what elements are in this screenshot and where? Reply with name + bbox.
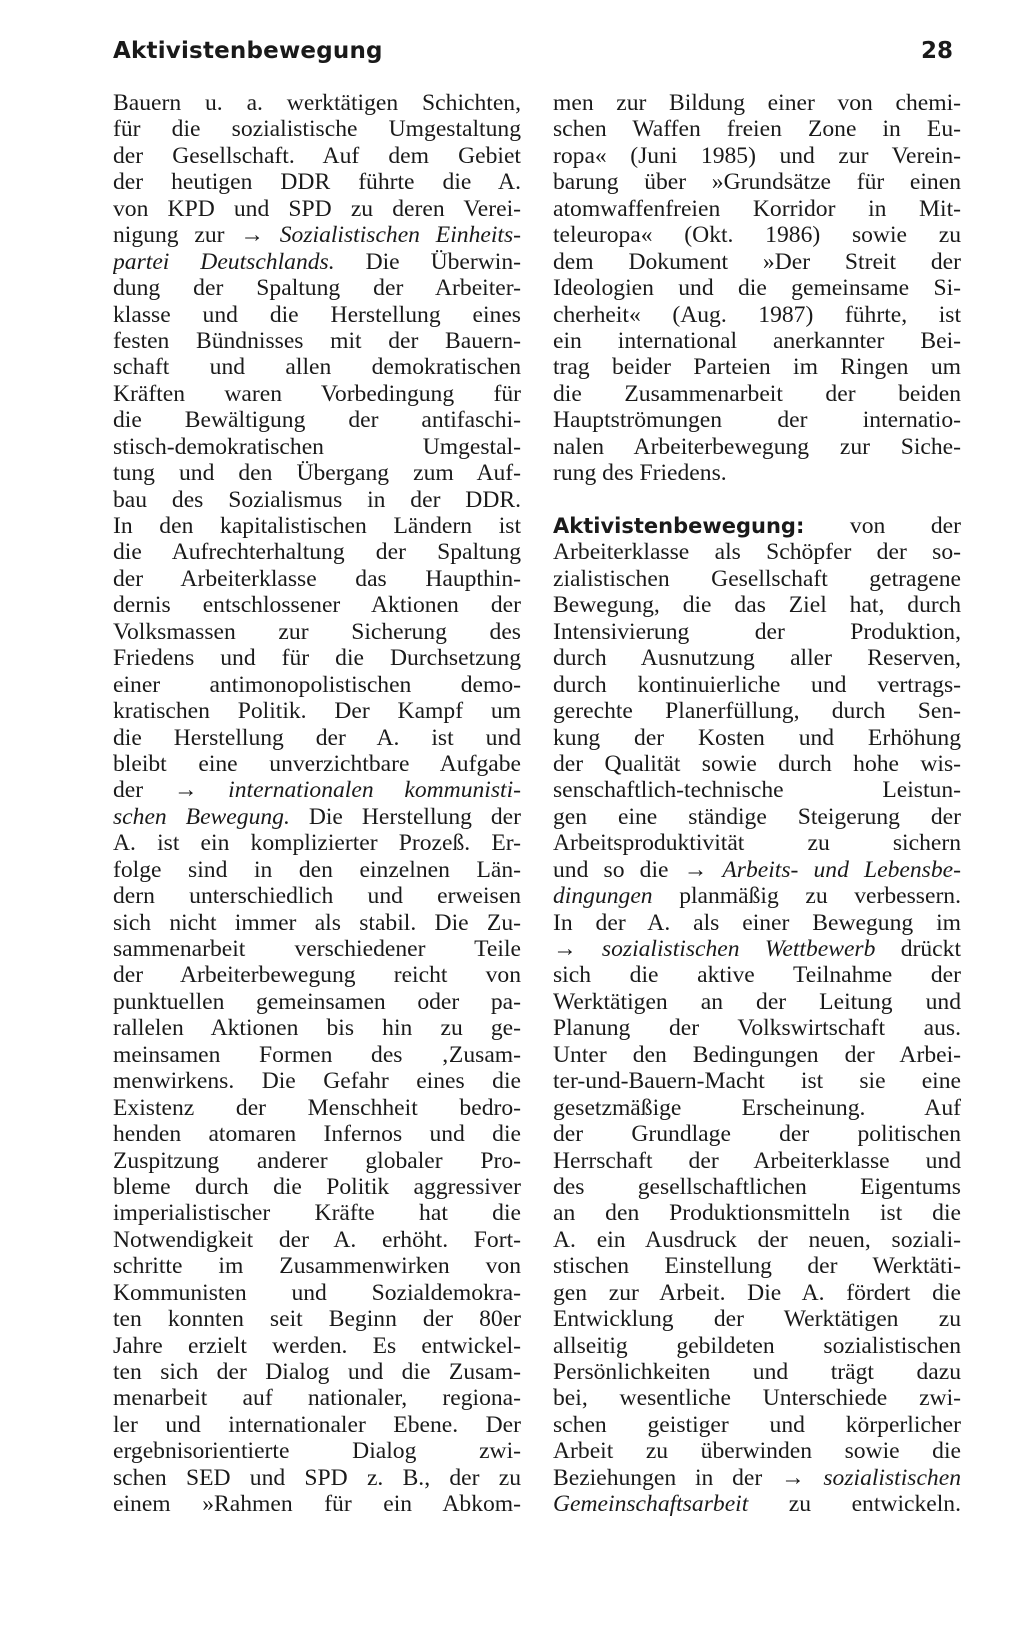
text-line: festen Bündnisses mit der Bauern- xyxy=(113,327,521,354)
text-line: durch Ausnutzung aller Reserven, xyxy=(553,645,961,672)
text-line-with-xref xyxy=(553,857,961,883)
text-line: bleme durch die Politik aggressiver xyxy=(113,1173,521,1200)
cross-reference-link[interactable]: dingungen xyxy=(553,883,653,910)
text-fragment: Beziehungen in der → xyxy=(553,1464,824,1491)
text-line: nalen Arbeiterbewegung zur Siche- xyxy=(553,433,961,460)
text-line: ropa« (Juni 1985) und zur Verein- xyxy=(553,142,961,169)
text-line: Notwendigkeit der A. erhöht. Fort- xyxy=(113,1226,521,1253)
text-line: imperialistischer Kräfte hat die xyxy=(113,1200,521,1227)
text-line: schritte im Zusammenwirken von xyxy=(113,1253,521,1280)
text-line: Intensivierung der Produktion, xyxy=(553,618,961,645)
text-line: die Zusammenarbeit der beiden xyxy=(553,380,961,407)
text-line: bei, wesentliche Unterschiede zwi- xyxy=(553,1385,961,1412)
text-line: der Arbeiterbewegung reicht von xyxy=(113,962,521,989)
running-head-title: Aktivistenbewegung xyxy=(113,38,383,64)
text-fragment: Die Überwin- xyxy=(334,248,521,275)
text-line: für die sozialistische Umgestaltung xyxy=(113,116,521,143)
text-line: teleuropa« (Okt. 1986) sowie zu xyxy=(553,222,961,249)
text-line: Kommunisten und Sozialdemokra- xyxy=(113,1279,521,1306)
text-fragment: → xyxy=(553,936,602,962)
paragraph-gap xyxy=(553,487,961,513)
text-fragment: Die Herstellung der xyxy=(289,803,521,830)
text-line-with-xref xyxy=(553,883,961,909)
text-line: Bewegung, die das Ziel hat, durch xyxy=(553,592,961,619)
text-line: Werktätigen an der Leitung und xyxy=(553,988,961,1015)
text-fragment: nigung zur → xyxy=(113,222,280,249)
text-line: schen Waffen freien Zone in Eu- xyxy=(553,116,961,143)
text-line: einer antimonopolistischen demo- xyxy=(113,671,521,698)
text-fragment: planmäßig zu verbessern. xyxy=(652,883,961,910)
text-line: kratischen Politik. Der Kampf um xyxy=(113,698,521,725)
cross-reference-link[interactable]: sozialistischen xyxy=(823,1464,961,1491)
text-line: In der A. als einer Bewegung im xyxy=(553,909,961,936)
text-line: kung der Kosten und Erhöhung xyxy=(553,724,961,751)
text-line: der Qualität sowie durch hohe wis- xyxy=(553,750,961,777)
text-line: schen SED und SPD z. B., der zu xyxy=(113,1464,521,1491)
text-line: ler und internationaler Ebene. Der xyxy=(113,1411,521,1438)
text-line: zialistischen Gesellschaft getragene xyxy=(553,565,961,592)
text-line: Unter den Bedingungen der Arbei- xyxy=(553,1041,961,1068)
text-line-with-xref xyxy=(553,1465,961,1491)
text-line: stisch-demokratischen Umgestal- xyxy=(113,433,521,460)
text-line: sich nicht immer als stabil. Die Zu- xyxy=(113,909,521,936)
text-line: meinsamen Formen des ‚Zusam- xyxy=(113,1041,521,1068)
text-line: Persönlichkeiten und trägt dazu xyxy=(553,1359,961,1385)
text-line: der Arbeiterklasse das Haupthin- xyxy=(113,565,521,592)
text-line: von KPD und SPD zu deren Verei- xyxy=(113,195,521,222)
text-line: allseitig gebildeten sozialistischen xyxy=(553,1332,961,1359)
text-fragment: von der xyxy=(849,513,961,539)
cross-reference-link[interactable]: Arbeits- und Lebensbe- xyxy=(722,856,961,883)
text-line: einem »Rahmen für ein Abkom- xyxy=(113,1491,521,1518)
text-line: Planung der Volkswirtschaft aus. xyxy=(553,1015,961,1042)
text-line: cherheit« (Aug. 1987) führte, ist xyxy=(553,301,961,328)
text-line: tung und den Übergang zum Auf- xyxy=(113,460,521,487)
page-number: 28 xyxy=(920,38,953,64)
text-line: Hauptströmungen der internatio- xyxy=(553,407,961,434)
text-fragment: und so die → xyxy=(553,856,723,883)
text-line: punktuellen gemeinsamen oder pa- xyxy=(113,988,521,1015)
text-line: Jahre erzielt werden. Es entwickel- xyxy=(113,1332,521,1359)
text-line-with-xref xyxy=(113,804,521,830)
text-line: Herrschaft der Arbeiterklasse und xyxy=(553,1147,961,1174)
left-column xyxy=(113,90,521,1518)
text-line: Entwicklung der Werktätigen zu xyxy=(553,1306,961,1333)
text-line: bau des Sozialismus in der DDR. xyxy=(113,486,521,513)
cross-reference-link[interactable]: Sozialistischen Einheits- xyxy=(279,222,521,249)
text-line: Arbeit zu überwinden sowie die xyxy=(553,1438,961,1465)
text-line: menwirkens. Die Gefahr eines die xyxy=(113,1068,521,1095)
text-line: Existenz der Menschheit bedro- xyxy=(113,1094,521,1121)
text-line: Arbeitsproduktivität zu sichern xyxy=(553,830,961,857)
cross-reference-link[interactable]: Gemeinschaftsarbeit xyxy=(553,1491,749,1518)
text-fragment: drückt xyxy=(875,936,961,962)
text-line: Ideologien und die gemeinsame Si- xyxy=(553,275,961,302)
text-line: klasse und die Herstellung eines xyxy=(113,301,521,328)
text-line: stischen Einstellung der Werktäti- xyxy=(553,1253,961,1280)
text-line: dern unterschiedlich und erweisen xyxy=(113,883,521,910)
text-line: gen eine ständige Steigerung der xyxy=(553,803,961,830)
entry-headword: Aktivistenbewegung: xyxy=(553,514,805,538)
text-line: Volksmassen zur Sicherung des xyxy=(113,618,521,645)
cross-reference-link[interactable]: internationalen kommunisti- xyxy=(228,777,521,804)
right-column xyxy=(553,90,961,1518)
text-line: menarbeit auf nationaler, regiona- xyxy=(113,1385,521,1412)
text-line: der heutigen DDR führte die A. xyxy=(113,169,521,196)
cross-reference-link[interactable]: partei Deutschlands. xyxy=(113,248,335,275)
text-line: der Gesellschaft. Auf dem Gebiet xyxy=(113,142,521,169)
text-line: ein international anerkannter Bei- xyxy=(553,327,961,354)
text-line: senschaftlich-technische Leistun- xyxy=(553,777,961,804)
text-line: des gesellschaftlichen Eigentums xyxy=(553,1173,961,1200)
text-line: dung der Spaltung der Arbeiter- xyxy=(113,275,521,302)
text-line: A. ein Ausdruck der neuen, soziali- xyxy=(553,1226,961,1253)
text-line: an den Produktionsmitteln ist die xyxy=(553,1200,961,1227)
text-line: rallelen Aktionen bis hin zu ge- xyxy=(113,1015,521,1042)
page-header xyxy=(113,38,953,72)
text-line: barung über »Grundsätze für einen xyxy=(553,169,961,196)
text-line: ten konnten seit Beginn der 80er xyxy=(113,1306,521,1333)
text-line: gerechte Planerfüllung, durch Sen- xyxy=(553,698,961,725)
text-line: schaft und allen demokratischen xyxy=(113,354,521,381)
text-line-with-xref xyxy=(553,936,961,962)
text-line: trag beider Parteien im Ringen um xyxy=(553,354,961,381)
text-line: atomwaffenfreien Korridor in Mit- xyxy=(553,195,961,222)
text-line: schen geistiger und körperlicher xyxy=(553,1411,961,1438)
text-line: sammenarbeit verschiedener Teile xyxy=(113,936,521,962)
text-line: henden atomaren Infernos und die xyxy=(113,1121,521,1148)
text-line: ten sich der Dialog und die Zusam- xyxy=(113,1359,521,1385)
text-line: A. ist ein komplizierter Prozeß. Er- xyxy=(113,830,521,857)
text-line: die Herstellung der A. ist und xyxy=(113,724,521,751)
text-line-with-xref xyxy=(553,1491,961,1517)
text-line: rung des Friedens. xyxy=(553,460,727,487)
text-line: folge sind in den einzelnen Län- xyxy=(113,856,521,883)
text-line: men zur Bildung einer von chemi- xyxy=(553,90,961,116)
text-fragment: der → xyxy=(113,777,229,804)
cross-reference-link[interactable]: sozialistischen Wettbewerb xyxy=(601,936,876,962)
text-line: Zuspitzung anderer globaler Pro- xyxy=(113,1147,521,1174)
text-line: der Grundlage der politischen xyxy=(553,1121,961,1148)
text-line: Arbeiterklasse als Schöpfer der so- xyxy=(553,539,961,566)
text-line: gesetzmäßige Erscheinung. Auf xyxy=(553,1094,961,1121)
entry-first-line xyxy=(553,513,961,539)
text-line: Kräften waren Vorbedingung für xyxy=(113,380,521,407)
text-line: ter-und-Bauern-Macht ist sie eine xyxy=(553,1068,961,1095)
text-line: dem Dokument »Der Streit der xyxy=(553,248,961,275)
text-line: dernis entschlossener Aktionen der xyxy=(113,592,521,619)
text-line-with-xref xyxy=(113,249,521,275)
text-line: durch kontinuierliche und vertrags- xyxy=(553,671,961,698)
text-line: sich die aktive Teilnahme der xyxy=(553,962,961,989)
text-line: bleibt eine unverzichtbare Aufgabe xyxy=(113,750,521,777)
cross-reference-link[interactable]: schen Bewegung. xyxy=(113,803,290,830)
text-line-with-xref xyxy=(113,222,521,248)
text-line: Friedens und für die Durchsetzung xyxy=(113,645,521,672)
text-line: gen zur Arbeit. Die A. fördert die xyxy=(553,1279,961,1306)
text-line-with-xref xyxy=(113,777,521,803)
text-line: die Bewältigung der antifaschi- xyxy=(113,407,521,434)
text-line: die Aufrechterhaltung der Spaltung xyxy=(113,539,521,566)
text-line: ergebnisorientierte Dialog zwi- xyxy=(113,1438,521,1465)
text-fragment: zu entwickeln. xyxy=(748,1491,961,1518)
text-line: In den kapitalistischen Ländern ist xyxy=(113,513,521,539)
text-line: Bauern u. a. werktätigen Schichten, xyxy=(113,90,521,116)
